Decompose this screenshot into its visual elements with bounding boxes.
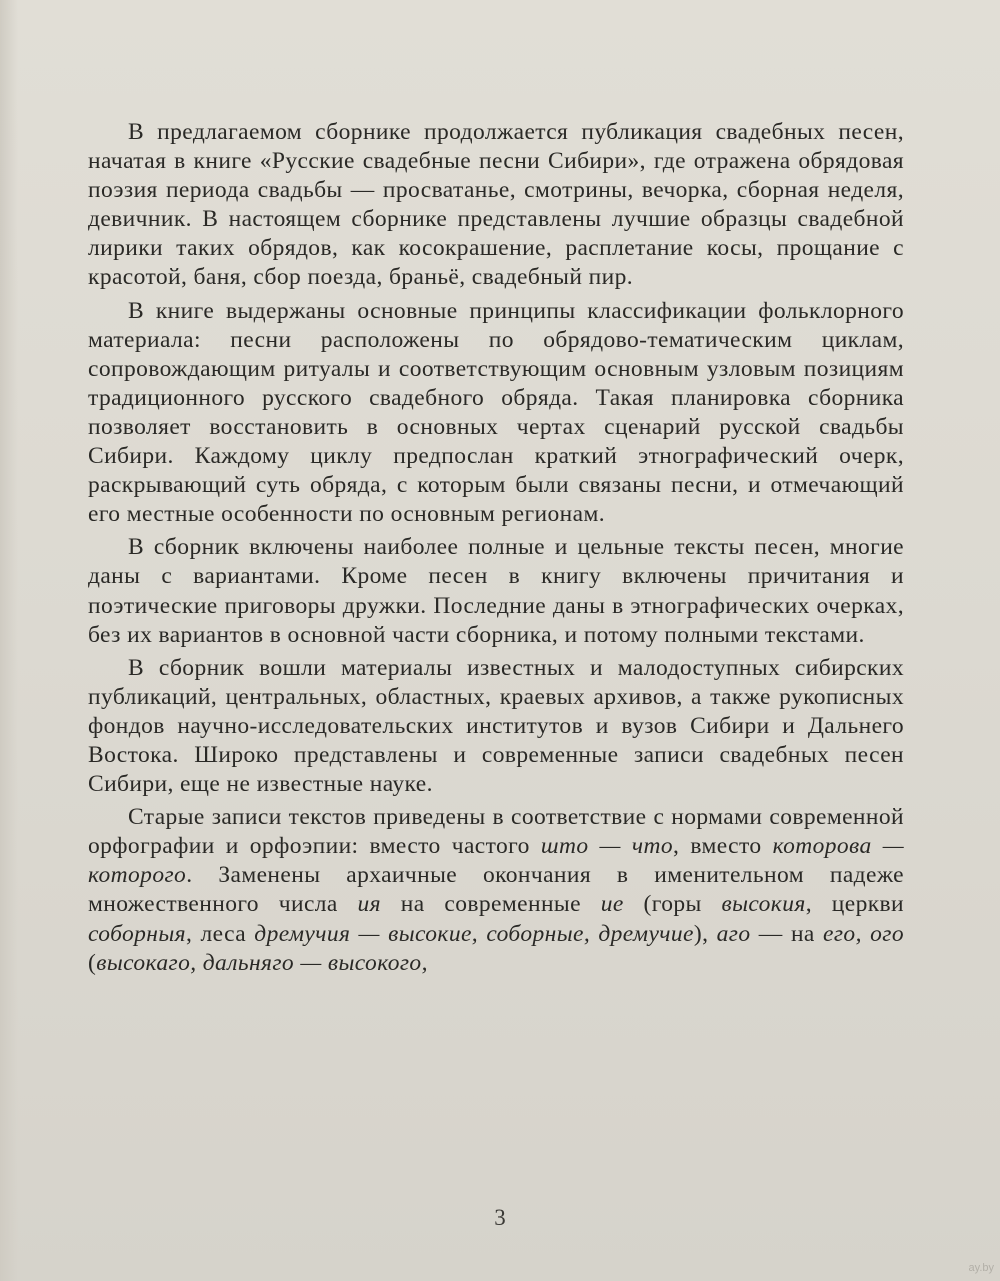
paragraph-5 <box>88 803 904 978</box>
italic-example: высокия <box>721 891 806 918</box>
italic-example: высокаго, дальняго — высокого, <box>96 949 428 976</box>
paragraph-2 <box>88 297 904 530</box>
italic-example: дремучия — высокие, соборные, дремучие <box>254 920 694 947</box>
text-run: , вместо <box>673 833 773 860</box>
text-run: (горы <box>623 891 722 918</box>
text-run: В сборник вошли материалы известных и малодоступных сибирских публикаций, центральных, областных, краевых архивов, а также рукописных фондов научно-исследовательских институтов и вузов Сибири и Дальнего Востока. Широко представлены и современные записи свадебных песен Сибири, еще не известные науке. <box>88 654 904 798</box>
text-run: на современные <box>381 891 601 918</box>
text-run: , церкви <box>805 891 905 918</box>
italic-example: ие <box>600 891 624 918</box>
italic-example: соборныя <box>88 920 186 947</box>
paragraph-3 <box>88 533 904 649</box>
italic-example: што — что <box>540 833 674 860</box>
text-run: Старые записи текстов приведены в соответствие с нормами современной орфографии и орфоэпии: вместо частого <box>88 804 904 860</box>
text-run: — на <box>750 920 824 947</box>
watermark: ay.by <box>968 1262 994 1274</box>
italic-example: его, ого <box>823 920 904 947</box>
text-run: В книге выдержаны основные принципы классификации фольклорного материала: песни расположены по обрядово-тематическим циклам, сопровождающим ритуалы и соответствующим основным узловым позициям традиционного русского свадебного обряда. Такая планировка сборника позволяет восстановить в основных чертах сценарий русской свадьбы Сибири. Каждому циклу предпослан краткий этнографический очерк, раскрывающий суть обряда, с которым были связаны песни, и отмечающий его местные особенности по основным регионам. <box>88 297 904 528</box>
body-text <box>88 118 904 978</box>
italic-example: которова — которого <box>88 833 904 889</box>
text-run: . Заменены архаичные окончания в именительном падеже множественного числа <box>88 862 904 918</box>
paragraph-4 <box>88 654 904 799</box>
text-run: В предлагаемом сборнике продолжается публикация свадебных песен, начатая в книге «Русские свадебные песни Сибири», где отражена обрядовая поэзия периода свадьбы — просватанье, смотрины, вечорка, сборная неделя, девичник. В настоящем сборнике представлены лучшие образцы свадебной лирики таких обрядов, как косокрашение, расплетание косы, прощание с красотой, баня, сбор поезда, браньё, свадебный пир. <box>88 119 904 291</box>
paragraph-1 <box>88 118 904 293</box>
text-run: В сборник включены наиболее полные и цельные тексты песен, многие даны с вариантами. Кроме песен в книгу включены причитания и поэтические приговоры дружки. Последние даны в этнографических очерках, без их вариантов в основной части сборника, и потому полными текстами. <box>88 534 904 648</box>
text-run: ( <box>88 949 97 976</box>
italic-example: аго <box>716 920 751 947</box>
page-number: 3 <box>494 1205 506 1230</box>
page-edge-shadow <box>0 0 18 1281</box>
text-run: ), <box>693 920 717 947</box>
text-run: , леса <box>186 920 255 947</box>
italic-example: ия <box>357 891 382 918</box>
